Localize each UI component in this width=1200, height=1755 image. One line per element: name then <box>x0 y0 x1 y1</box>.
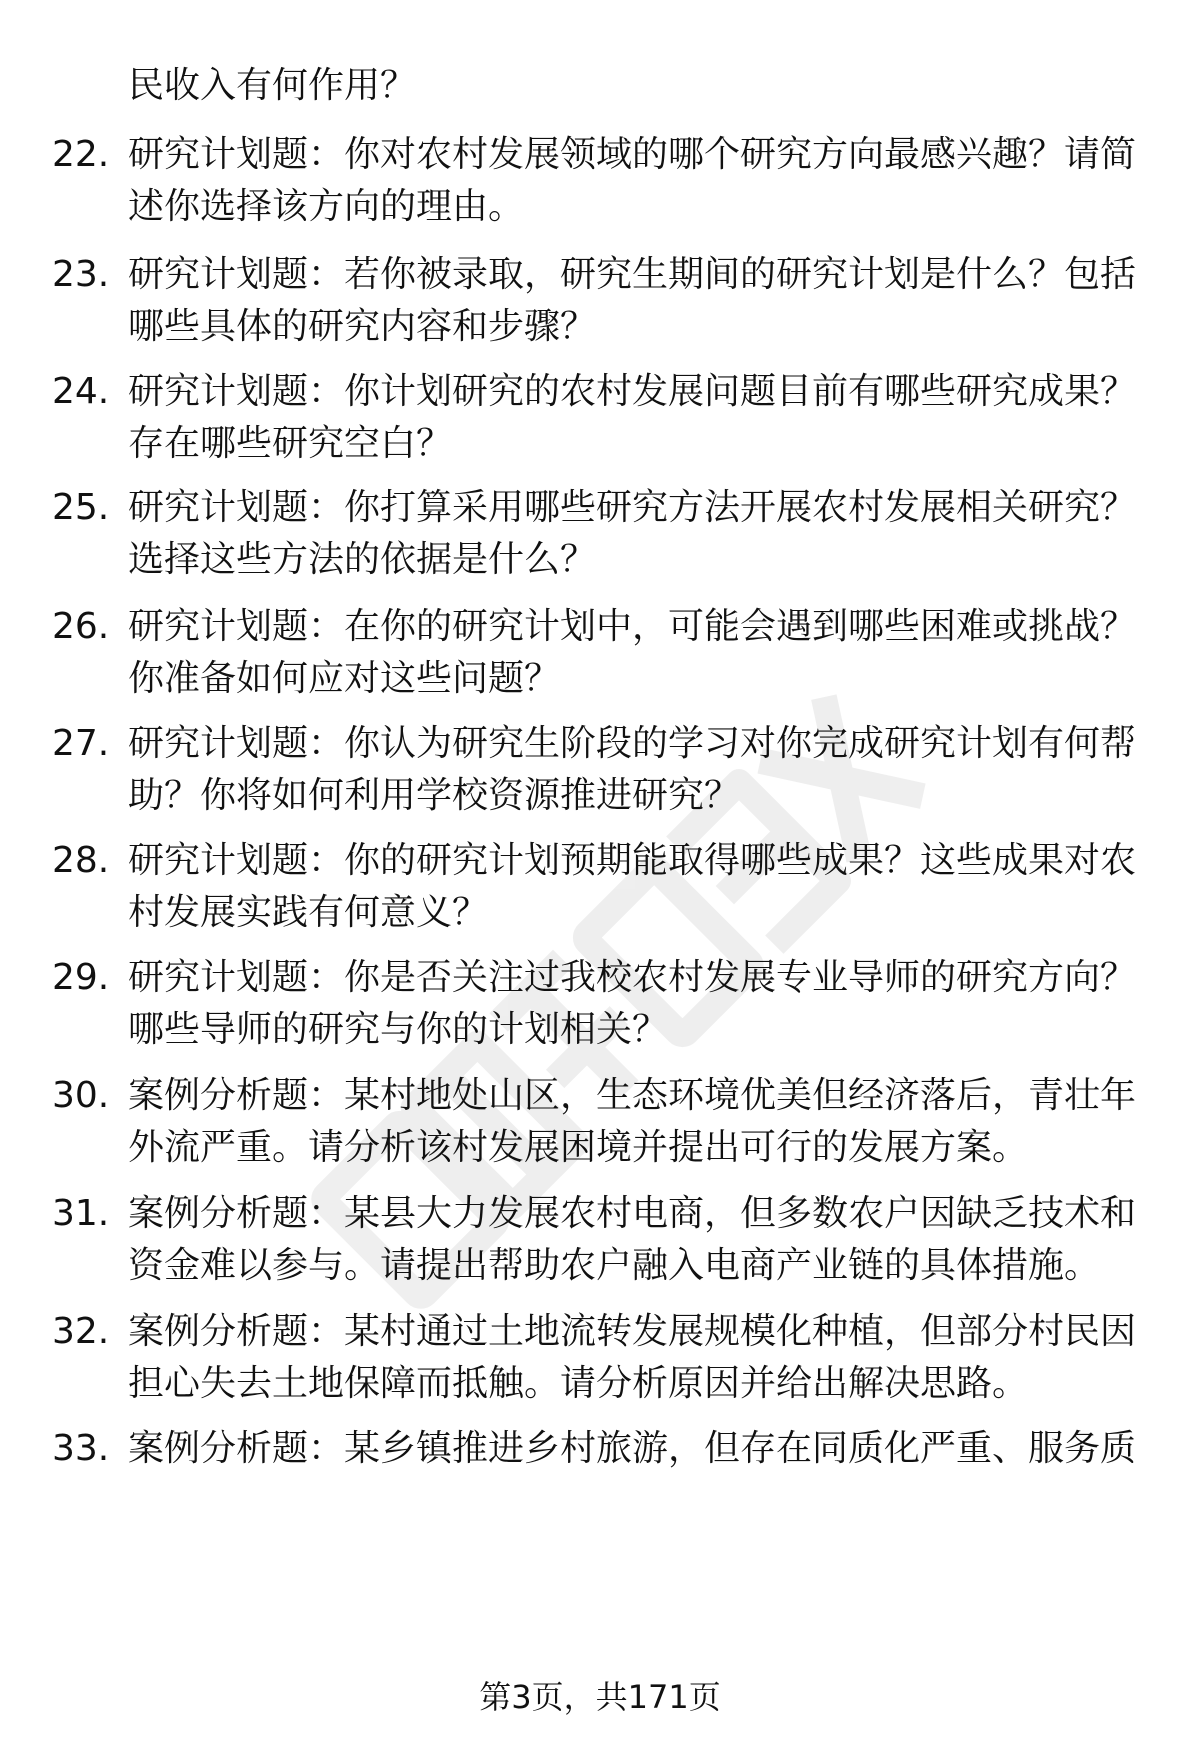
question-number: 24. <box>52 371 110 412</box>
question-number: 26. <box>52 606 110 647</box>
question-text-line: 述你选择该方向的理由。 <box>128 186 525 227</box>
question-text-line: 选择这些方法的依据是什么？ <box>128 539 597 580</box>
question-number: 27. <box>52 723 110 764</box>
question-text-line: 村发展实践有何意义？ <box>128 892 489 933</box>
question-text-line: 研究计划题：在你的研究计划中，可能会遇到哪些困难或挑战？ <box>128 606 1137 647</box>
question-text-line: 研究计划题：你的研究计划预期能取得哪些成果？这些成果对农 <box>128 840 1137 881</box>
question-text-line: 研究计划题：你打算采用哪些研究方法开展农村发展相关研究？ <box>128 487 1137 528</box>
question-number: 30. <box>52 1075 110 1116</box>
question-text-line: 案例分析题：某乡镇推进乡村旅游，但存在同质化严重、服务质 <box>128 1428 1137 1469</box>
question-text-line: 存在哪些研究空白？ <box>128 423 453 464</box>
question-number: 28. <box>52 840 110 881</box>
question-text-line: 外流严重。请分析该村发展困境并提出可行的发展方案。 <box>128 1127 1029 1168</box>
question-text-line: 研究计划题：你对农村发展领域的哪个研究方向最感兴趣？请简 <box>128 134 1137 175</box>
continuation-text: 民收入有何作用？ <box>128 65 417 106</box>
question-text-line: 哪些具体的研究内容和步骤？ <box>128 306 597 347</box>
question-text-line: 研究计划题：你计划研究的农村发展问题目前有哪些研究成果？ <box>128 371 1137 412</box>
question-text-line: 案例分析题：某县大力发展农村电商，但多数农户因缺乏技术和 <box>128 1193 1137 1234</box>
question-text-line: 案例分析题：某村地处山区，生态环境优美但经济落后，青壮年 <box>128 1075 1137 1116</box>
question-text-line: 助？你将如何利用学校资源推进研究？ <box>128 775 741 816</box>
question-number: 31. <box>52 1193 110 1234</box>
question-number: 25. <box>52 487 110 528</box>
question-number: 33. <box>52 1428 110 1469</box>
question-text-line: 资金难以参与。请提出帮助农户融入电商产业链的具体措施。 <box>128 1245 1101 1286</box>
question-text-line: 研究计划题：你是否关注过我校农村发展专业导师的研究方向？ <box>128 957 1137 998</box>
question-number: 23. <box>52 254 110 295</box>
question-text-line: 哪些导师的研究与你的计划相关？ <box>128 1009 669 1050</box>
question-text-line: 案例分析题：某村通过土地流转发展规模化种植，但部分村民因 <box>128 1311 1137 1352</box>
page-footer: 第3页，共171页 <box>479 1678 721 1716</box>
question-text-line: 研究计划题：若你被录取，研究生期间的研究计划是什么？包括 <box>128 254 1137 295</box>
question-text-line: 你准备如何应对这些问题？ <box>128 658 561 699</box>
question-number: 32. <box>52 1311 110 1352</box>
question-text-line: 担心失去土地保障而抵触。请分析原因并给出解决思路。 <box>128 1363 1029 1404</box>
question-text-line: 研究计划题：你认为研究生阶段的学习对你完成研究计划有何帮 <box>128 723 1137 764</box>
question-number: 22. <box>52 134 110 175</box>
question-number: 29. <box>52 957 110 998</box>
